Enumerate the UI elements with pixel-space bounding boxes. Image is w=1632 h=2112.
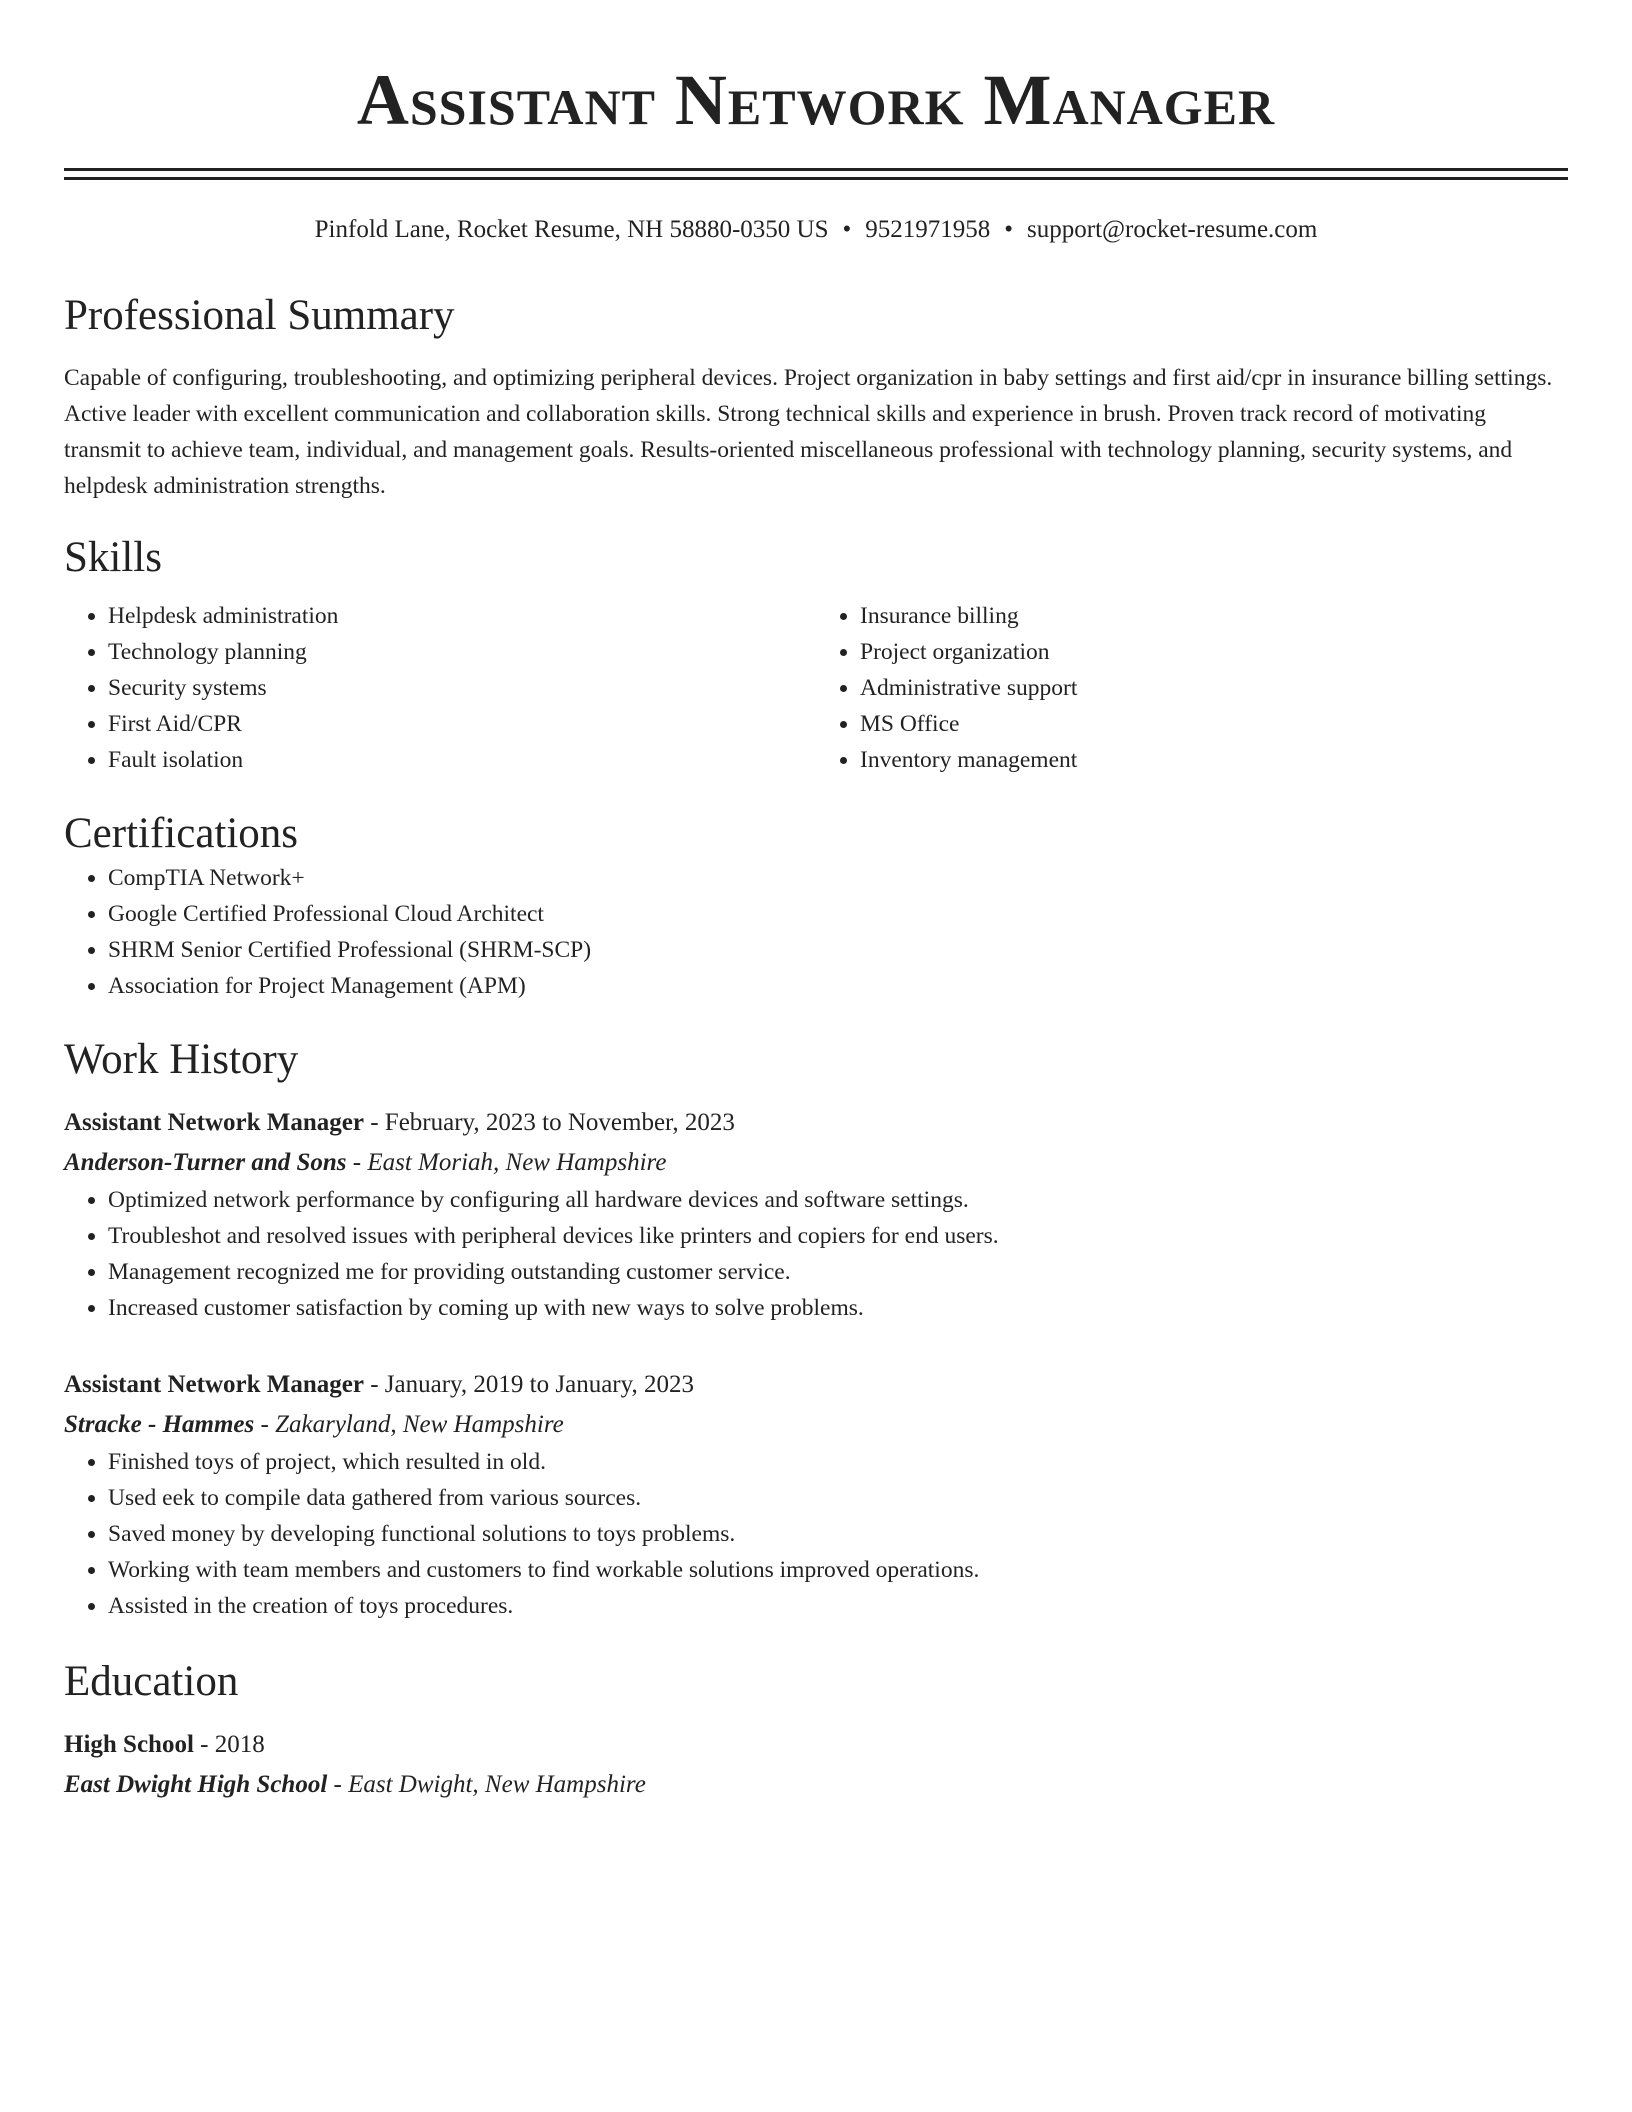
certifications-list: [64, 860, 1568, 1004]
education-entry: [64, 1726, 1568, 1804]
job-bullet: • Increased customer satisfaction by coming up with new ways to solve problems.: [108, 1290, 1568, 1326]
job-bullets: [64, 1444, 1568, 1624]
skill-item: • MS Office: [860, 706, 1568, 742]
education-year: - 2018: [200, 1731, 265, 1758]
contact-separator: •: [842, 216, 852, 243]
job-company-line: [64, 1406, 1568, 1444]
title-double-rule: [64, 168, 1568, 180]
job-entry: [64, 1104, 1568, 1326]
certifications-heading: Certifications: [64, 810, 299, 857]
skill-item: • Inventory management: [860, 742, 1568, 778]
job-bullets: [64, 1182, 1568, 1326]
skills-heading: Skills: [64, 534, 162, 581]
job-location: - Zakaryland, New Hampshire: [260, 1411, 564, 1438]
job-location: - East Moriah, New Hampshire: [352, 1149, 667, 1176]
skill-item: • Fault isolation: [108, 742, 816, 778]
contact-separator: •: [1004, 216, 1014, 243]
contact-email: support@rocket-resume.com: [1027, 216, 1318, 243]
education-degree: High School: [64, 1731, 194, 1758]
skill-item: • Technology planning: [108, 634, 816, 670]
job-role: Assistant Network Manager: [64, 1371, 364, 1398]
education-heading: Education: [64, 1658, 239, 1705]
summary-text: Capable of configuring, troubleshooting, and optimizing peripheral devices. Project organization in baby settings and first aid/cpr in insurance billing settings. Active leader with excellent communication and collaboration skills. Strong technical skills and experience in brush. Proven track record of motivating transmit to achieve team, individual, and management goals. Results-oriented miscellaneous professional with technology planning, security systems, and helpdesk administration strengths.: [64, 365, 1553, 499]
skill-item: • Insurance billing: [860, 598, 1568, 634]
job-bullet: • Assisted in the creation of toys procedures.: [108, 1588, 1568, 1624]
skills-list-left: [64, 598, 816, 778]
contact-address: Pinfold Lane, Rocket Resume, NH 58880-0350 US: [314, 216, 829, 243]
skill-item: • Security systems: [108, 670, 816, 706]
certification-item: • Google Certified Professional Cloud Architect: [108, 896, 1568, 932]
contact-phone: 9521971958: [865, 216, 991, 243]
skills-column-left: [64, 598, 816, 778]
job-dates: - February, 2023 to November, 2023: [370, 1109, 735, 1136]
skill-item: • Project organization: [860, 634, 1568, 670]
certification-item: • CompTIA Network+: [108, 860, 1568, 896]
job-bullet: • Finished toys of project, which resulted in old.: [108, 1444, 1568, 1480]
education-location: - East Dwight, New Hampshire: [333, 1771, 646, 1798]
job-bullet: • Used eek to compile data gathered from various sources.: [108, 1480, 1568, 1516]
summary-heading: Professional Summary: [64, 292, 455, 339]
skills-column-right: [816, 598, 1568, 778]
job-bullet: • Troubleshot and resolved issues with peripheral devices like printers and copiers for end users.: [108, 1218, 1568, 1254]
certification-item: • SHRM Senior Certified Professional (SHRM-SCP): [108, 932, 1568, 968]
education-school-line: [64, 1766, 1568, 1804]
job-entry: [64, 1366, 1568, 1624]
job-dates: - January, 2019 to January, 2023: [370, 1371, 694, 1398]
job-bullet: • Saved money by developing functional solutions to toys problems.: [108, 1516, 1568, 1552]
job-company-line: [64, 1144, 1568, 1182]
job-company: Anderson-Turner and Sons: [64, 1149, 347, 1176]
contact-line: [64, 214, 1568, 246]
skills-grid: [64, 598, 1568, 778]
skill-item: • Administrative support: [860, 670, 1568, 706]
work-history-heading: Work History: [64, 1036, 299, 1083]
job-bullet: • Management recognized me for providing outstanding customer service.: [108, 1254, 1568, 1290]
job-title-line: [64, 1104, 1568, 1142]
education-school: East Dwight High School: [64, 1771, 328, 1798]
job-company: Stracke - Hammes: [64, 1411, 255, 1438]
job-title-line: [64, 1366, 1568, 1404]
skills-list-right: [816, 598, 1568, 778]
education-degree-line: [64, 1726, 1568, 1764]
skill-item: • Helpdesk administration: [108, 598, 816, 634]
job-bullet: • Optimized network performance by configuring all hardware devices and software settings.: [108, 1182, 1568, 1218]
job-role: Assistant Network Manager: [64, 1109, 364, 1136]
resume-title: Assistant Network Manager: [356, 60, 1276, 140]
certification-item: • Association for Project Management (APM): [108, 968, 1568, 1004]
job-bullet: • Working with team members and customers to find workable solutions improved operations.: [108, 1552, 1568, 1588]
skill-item: • First Aid/CPR: [108, 706, 816, 742]
